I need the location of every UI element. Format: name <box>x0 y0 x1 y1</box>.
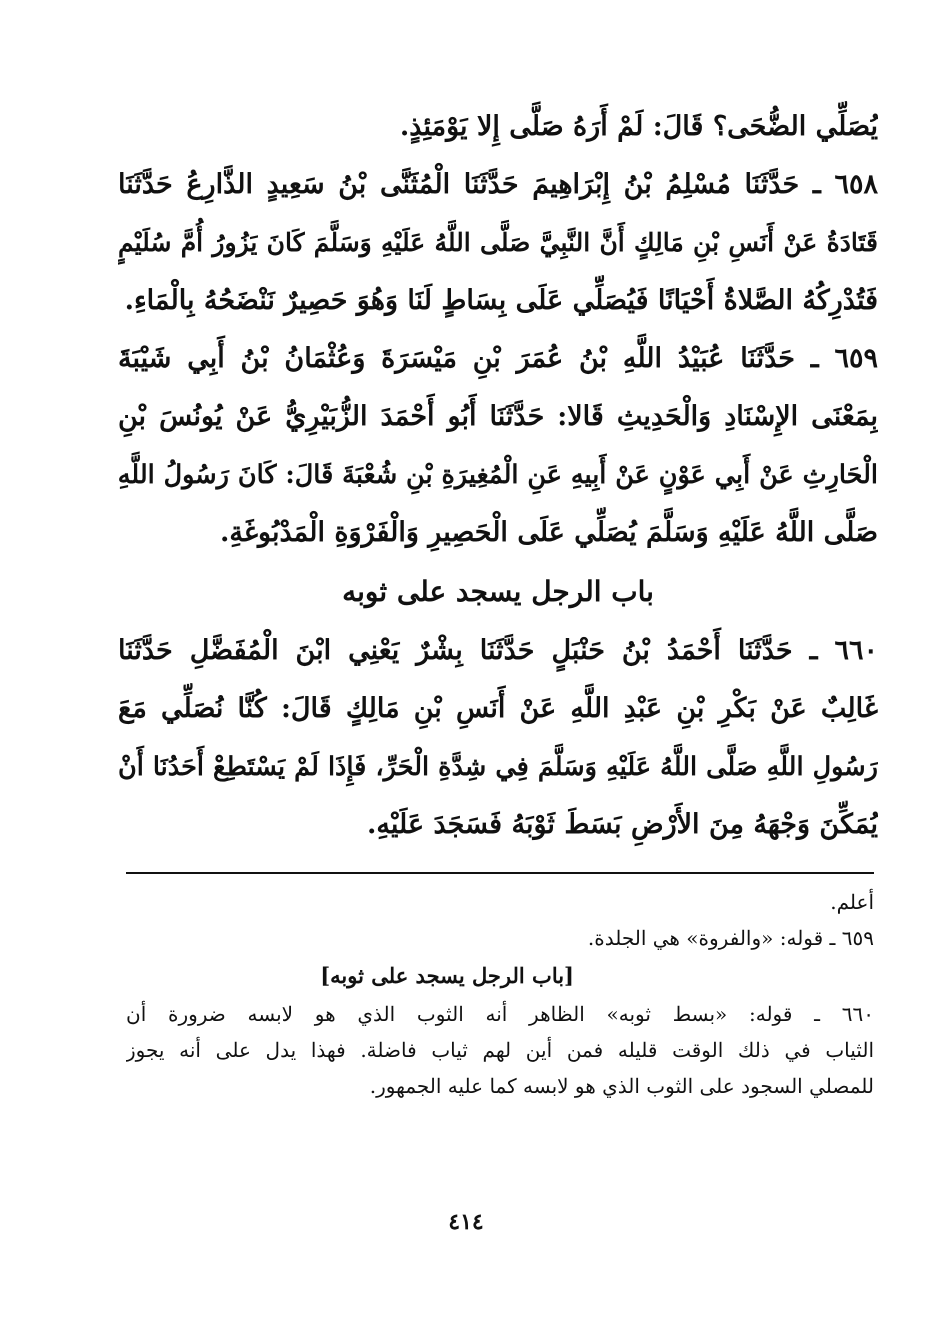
main-text-block <box>118 98 878 854</box>
footnote-line: الثياب في ذلك الوقت قليله فمن أين لهم ثياب فاضلة. فهذا يدل على أنه يجوز <box>126 1038 874 1062</box>
footnotes-block <box>126 884 874 1104</box>
footnote-line: أعلم. <box>830 890 874 914</box>
text-line: صَلَّى اللَّهُ عَلَيْهِ وَسَلَّمَ يُصَلِّي عَلَى الْحَصِيرِ وَالْفَرْوَةِ الْمَدْبُوغَةِ. <box>220 517 878 548</box>
page-number: ٤١٤ <box>448 1209 484 1235</box>
chapter-heading: باب الرجل يسجد على ثوبه <box>342 575 654 608</box>
text-line: رَسُولِ اللَّهِ صَلَّى اللَّهُ عَلَيْهِ وَسَلَّمَ فِي شِدَّةِ الْحَرِّ، فَإِذَا لَمْ يَسْتَطِعْ أَحَدُنَا أَنْ <box>118 752 878 782</box>
hadith-660-line: ٦٦٠ ـ حَدَّثَنَا أَحْمَدُ بْنُ حَنْبَلٍ حَدَّثَنَا بِشْرٌ يَعْنِي ابْنَ الْمُفَضَّلِ حَدَّثَنَا <box>118 635 878 666</box>
text-line: غَالِبٌ عَنْ بَكْرِ بْنِ عَبْدِ اللَّهِ عَنْ أَنَسِ بْنِ مَالِكٍ قَالَ: كُنَّا نُصَلِّي مَعَ <box>118 693 878 724</box>
text-line: يُمَكِّنَ وَجْهَهُ مِنَ الأَرْضِ بَسَطَ ثَوْبَهُ فَسَجَدَ عَلَيْهِ. <box>367 809 878 840</box>
footnote-chapter-heading: [باب الرجل يسجد على ثوبه] <box>320 963 574 988</box>
text-line: فَتُدْرِكُهُ الصَّلاةُ أَحْيَانًا فَيُصَلِّي عَلَى بِسَاطٍ لَنَا وَهُوَ حَصِيرٌ نَنْضَحُهُ بِالْمَاءِ. <box>124 285 878 316</box>
text-line: بِمَعْنَى الإِسْنَادِ وَالْحَدِيثِ قَالا: حَدَّثَنَا أَبُو أَحْمَدَ الزُّبَيْرِيُّ عَنْ يُونُسَ بْنِ <box>118 401 878 432</box>
footnote-660: ٦٦٠ ـ قوله: «بسط ثوبه» الظاهر أنه الثوب الذي هو لابسه ضرورة أن <box>126 1002 874 1026</box>
footnote-line: للمصلي السجود على الثوب الذي هو لابسه كما عليه الجمهور. <box>369 1074 874 1098</box>
footnote-divider <box>126 872 874 874</box>
text-line: قَتَادَةُ عَنْ أَنَسِ بْنِ مَالِكٍ أَنَّ النَّبِيَّ صَلَّى اللَّهُ عَلَيْهِ وَسَلَّمَ كَانَ يَزُورُ أُمَّ سُلَيْمٍ <box>118 228 878 257</box>
footnote-659: ٦٥٩ ـ قوله: «والفروة» هي الجلدة. <box>587 926 874 950</box>
text-line: الْحَارِثِ عَنْ أَبِي عَوْنٍ عَنْ أَبِيهِ عَنِ الْمُغِيرَةِ بْنِ شُعْبَةَ قَالَ: كَانَ رَسُولُ اللَّهِ <box>118 460 878 490</box>
hadith-658-line: ٦٥٨ ـ حَدَّثَنَا مُسْلِمُ بْنُ إِبْرَاهِيمَ حَدَّثَنَا الْمُثَنَّى بْنُ سَعِيدٍ الذَّارِعُ حَدَّثَنَا <box>118 169 878 200</box>
hadith-659-line: ٦٥٩ ـ حَدَّثَنَا عُبَيْدُ اللَّهِ بْنُ عُمَرَ بْنِ مَيْسَرَةَ وَعُثْمَانُ بْنُ أَبِي شَيْبَةَ <box>118 343 878 374</box>
text-line: يُصَلِّي الضُّحَى؟ قَالَ: لَمْ أَرَهُ صَلَّى إِلا يَوْمَئِذٍ. <box>399 111 878 142</box>
